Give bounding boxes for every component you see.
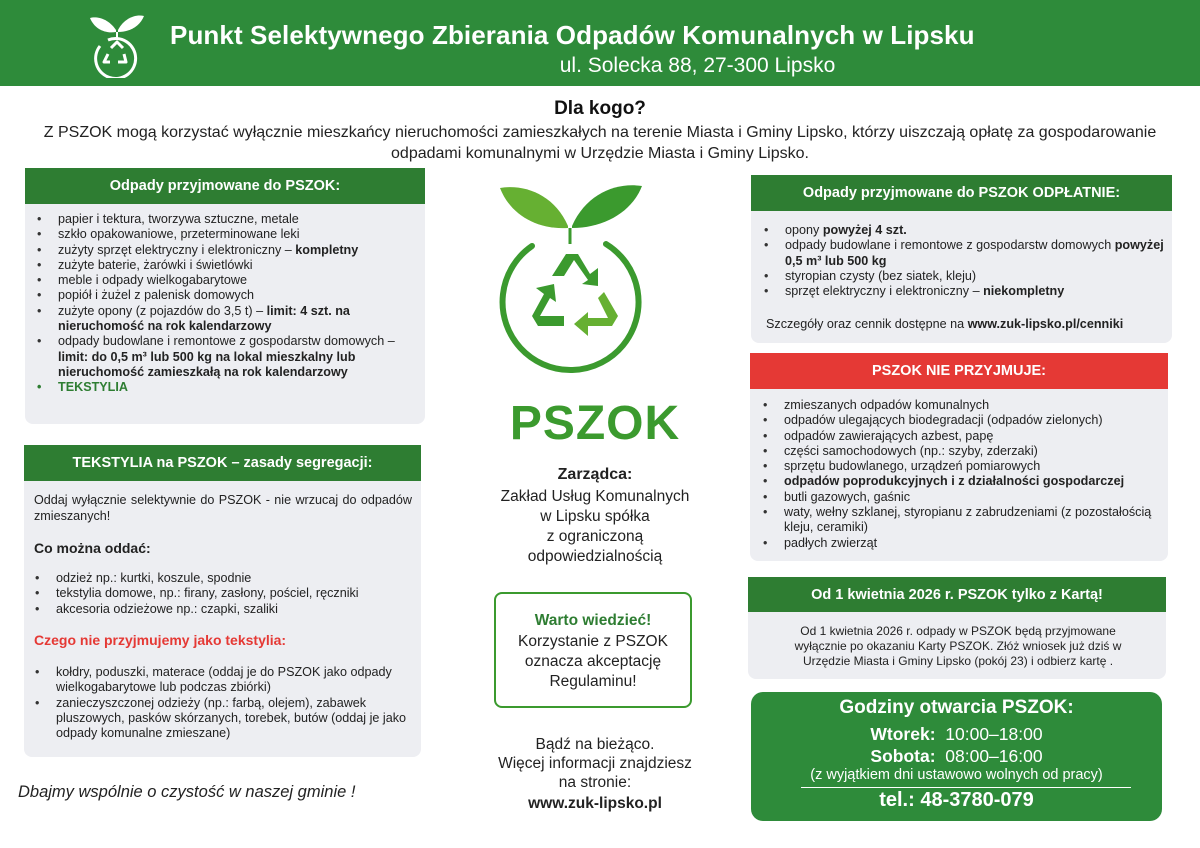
hours-row-saturday [751, 746, 1162, 767]
list-item-bold: odpadów poprodukcyjnych i z działalności gospodarczej [784, 474, 1125, 489]
price-note-text: Szczegóły oraz cennik dostępne na [766, 317, 968, 331]
hours-title: Godziny otwarcia PSZOK: [839, 697, 1074, 718]
warto-text [496, 632, 690, 692]
textiles-title: TEKSTYLIA na PSZOK – zasady segregacji: [24, 445, 421, 481]
card-notice-title: Od 1 kwietnia 2026 r. PSZOK tylko z Kartą! [748, 577, 1166, 612]
info-text [470, 735, 720, 792]
list-item: • odzież np.: kurtki, koszule, spodnie [28, 571, 412, 586]
info-line: Więcej informacji znajdziesz [498, 755, 692, 772]
list-item-bold: niekompletny [983, 284, 1065, 299]
recycle-globe-icon [494, 180, 646, 392]
list-item-text: popiół i żużel z palenisk domowych [58, 288, 255, 303]
manager-label: Zarządca: [557, 466, 633, 483]
header-address: ul. Solecka 88, 27-300 Lipsko [559, 54, 836, 77]
price-link[interactable]: www.zuk-lipsko.pl/cenniki [967, 317, 1124, 331]
list-item-text: odpady budowlane i remontowe z gospodarstw domowych – [58, 334, 395, 349]
accepted-title: Odpady przyjmowane do PSZOK: [25, 168, 425, 204]
list-item [757, 269, 1167, 284]
paid-title: Odpady przyjmowane do PSZOK ODPŁATNIE: [751, 175, 1172, 211]
list-item [756, 444, 1161, 459]
list-item-text: styropian czysty (bez siatek, kleju) [785, 268, 977, 283]
manager-name [470, 487, 720, 567]
phone-number[interactable]: tel.: 48-3780-079 [879, 789, 1034, 811]
textiles-can-heading: Co można oddać: [34, 540, 151, 556]
list-item-text: zużyty sprzęt elektryczny i elektroniczny – [58, 242, 296, 257]
list-item-text: zużyte opony (z pojazdów do 3,5 t) – [58, 303, 267, 318]
paid-list [757, 223, 1167, 299]
hours-day: Sobota: [870, 746, 936, 766]
manager-line: Zakład Usług Komunalnych [500, 488, 690, 505]
list-item [757, 238, 1167, 269]
list-item [756, 490, 1161, 505]
list-item-bold: powyżej 0,5 m³ lub 500 kg [785, 238, 1164, 268]
intro-heading: Dla kogo? [554, 98, 646, 119]
price-note [766, 316, 1123, 332]
list-item [30, 273, 410, 288]
info-line: na stronie: [558, 774, 632, 791]
textiles-cannot-list [28, 665, 412, 741]
not-accepted-title: PSZOK NIE PRZYJMUJE: [750, 353, 1168, 389]
list-item-text: odpadów ulegających biodegradacji (odpadów zielonych) [784, 413, 1103, 428]
hours-time: 10:00–18:00 [945, 724, 1043, 744]
list-item-text: zmieszanych odpadów komunalnych [784, 398, 990, 412]
hours-divider [801, 787, 1131, 788]
list-item: • zanieczyszczonej odzieży (np.: farbą, olejem), zabawek pluszowych, pasków skórzanych, torebek, butów (oddaj je jako odpady komunalne zmieszane) [28, 696, 412, 742]
list-item-text: sprzęt elektryczny i elektroniczny – [785, 284, 984, 299]
footer-motto: Dbajmy wspólnie o czystość w naszej gminie ! [18, 783, 356, 801]
list-item: • akcesoria odzieżowe np.: czapki, szaliki [28, 602, 412, 617]
list-item-bold: kompletny [295, 242, 359, 257]
list-item [756, 474, 1161, 489]
textiles-cannot-heading: Czego nie przyjmujemy jako tekstylia: [34, 632, 287, 648]
list-item [30, 288, 410, 303]
list-item-text: odpady budowlane i remontowe z gospodarstw domowych [785, 238, 1115, 253]
list-item-text: padłych zwierząt [784, 535, 878, 550]
list-item [757, 284, 1167, 299]
hours-time: 08:00–16:00 [945, 746, 1043, 766]
hours-day: Wtorek: [870, 724, 936, 744]
list-item-text: części samochodowych (np.: szyby, zderzaki) [784, 443, 1038, 458]
intro-text: Z PSZOK mogą korzystać wyłącznie mieszkańcy nieruchomości zamieszkałych na terenie Miasta i Gminy Lipsko, którzy uiszczają opłatę za gospodarowanie odpadami komunalnymi w Urzędzie Miasta i Gminy Lipsko. [43, 124, 1157, 162]
list-item-text: zużyte baterie, żarówki i świetlówki [58, 257, 253, 272]
list-item-text: butli gazowych, gaśnic [784, 489, 911, 504]
list-item [30, 304, 410, 335]
list-item: • kołdry, poduszki, materace (oddaj je do PSZOK jako odpady wielkogabarytowe lub podczas zbiórki) [28, 665, 412, 696]
hours-note: (z wyjątkiem dni ustawowo wolnych od pracy) [810, 767, 1103, 783]
list-item-text: papier i tektura, tworzywa sztuczne, metale [58, 212, 299, 226]
accepted-list [30, 212, 410, 396]
not-accepted-list [756, 398, 1161, 551]
list-item [30, 334, 410, 380]
header-banner [0, 0, 1200, 86]
list-item-bold: limit: do 0,5 m³ lub 500 kg na lokal mieszkalny lub nieruchomość zamieszkałą na rok kalendarzowy [58, 349, 356, 379]
card-notice-text: Od 1 kwietnia 2026 r. odpady w PSZOK będą przyjmowane wyłącznie po okazaniu Karty PSZOK. Złóż wniosek już dziś w Urzędzie Miasta i Gminy Lipsko (pokój 23) i odbierz kartę . [794, 624, 1122, 668]
list-item [756, 459, 1161, 474]
list-item-text: TEKSTYLIA [58, 380, 128, 395]
list-item [30, 212, 410, 227]
manager-line: w Lipsku spółka [540, 508, 650, 525]
info-line: Bądź na bieżąco. [535, 736, 655, 753]
list-item [756, 413, 1161, 428]
hours-row-tuesday [751, 724, 1162, 745]
list-item-text: opony [785, 223, 823, 237]
list-item [30, 243, 410, 258]
list-item [756, 505, 1161, 536]
list-item [30, 227, 410, 242]
list-item-bold: powyżej 4 szt. [822, 223, 907, 237]
list-item-bold: limit: 4 szt. na nieruchomość na rok kalendarzowy [58, 303, 350, 334]
warto-line: Korzystanie z PSZOK [518, 633, 668, 650]
warto-line: Regulaminu! [549, 673, 637, 690]
list-item [756, 429, 1161, 444]
header-title: Punkt Selektywnego Zbierania Odpadów Komunalnych w Lipsku [170, 20, 975, 50]
textiles-can-list [28, 571, 412, 617]
list-item [756, 536, 1161, 551]
list-item-text: szkło opakowaniowe, przeterminowane leki [58, 227, 300, 242]
list-item-text: waty, wełny szklanej, styropianu z zabrudzeniami (z pozostałością kleju, ceramiki) [784, 505, 1152, 535]
list-item-text: odpadów zawierających azbest, papę [784, 428, 994, 443]
textiles-intro: Oddaj wyłącznie selektywnie do PSZOK - nie wrzucaj do odpadów zmieszanych! [34, 493, 412, 523]
list-item [30, 380, 410, 395]
manager-line: odpowiedzialnością [527, 548, 663, 565]
warto-title: Warto wiedzieć! [534, 612, 652, 629]
list-item-text: meble i odpady wielkogabarytowe [58, 273, 248, 288]
list-item-text: sprzętu budowlanego, urządzeń pomiarowych [784, 459, 1041, 474]
list-item [757, 223, 1167, 238]
pszok-logo-word: PSZOK [509, 397, 681, 450]
opening-hours-box [751, 692, 1162, 821]
warto-wiedziec-box [494, 592, 692, 708]
list-item [30, 258, 410, 273]
manager-line: z ograniczoną [546, 528, 644, 545]
list-item [756, 398, 1161, 413]
warto-line: oznacza akceptację [524, 653, 662, 670]
website-link[interactable]: www.zuk-lipsko.pl [528, 795, 662, 812]
list-item: • tekstylia domowe, np.: firany, zasłony, pościel, ręczniki [28, 586, 412, 601]
